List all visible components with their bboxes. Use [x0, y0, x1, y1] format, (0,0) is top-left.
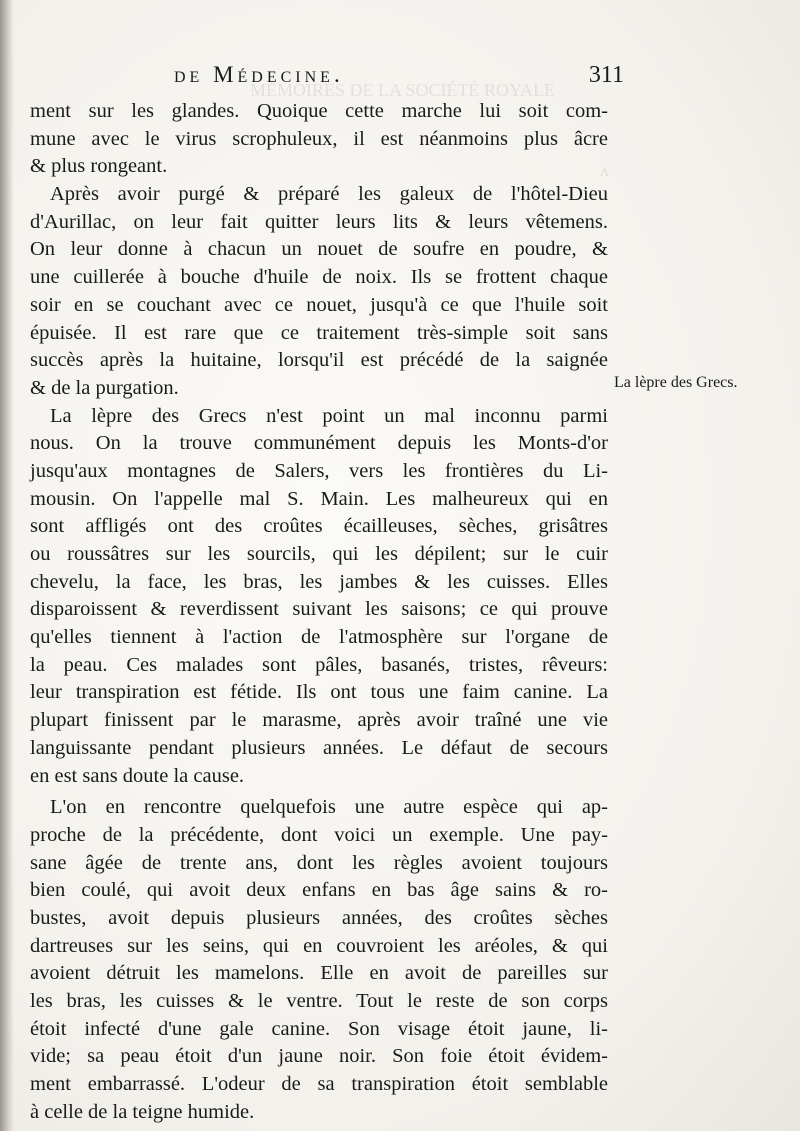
text-line: épuisée. Il est rare que ce traitement très-simple soit sans	[30, 321, 608, 344]
text-line: d'Aurillac, on leur fait quitter leurs lits & leurs vêtemens.	[30, 210, 608, 233]
text-line: avoient détruit les mamelons. Elle en avoit de pareilles sur	[30, 962, 608, 985]
show-through-text: MÉMOIRES DE LA SOCIÉTÉ ROYALE	[250, 80, 555, 100]
text-line: qu'elles tiennent à l'action de l'atmosphère sur l'organe de	[30, 626, 608, 649]
text-line: bien coulé, qui avoit deux enfans en bas âge sains & ro-	[30, 879, 608, 902]
text-line: proche de la précédente, dont voici un exemple. Une pay-	[30, 823, 608, 846]
text-line: Après avoir purgé & préparé les galeux de l'hôtel-Dieu	[50, 183, 608, 206]
text-line: plupart finissent par le marasme, après avoir traîné une vie	[30, 709, 608, 732]
text-line: mune avec le virus scrophuleux, il est néanmoins plus âcre	[30, 127, 608, 150]
running-title: de Médecine.	[174, 62, 344, 87]
text-line: vide; sa peau étoit d'un jaune noir. Son foie étoit évidem-	[30, 1045, 608, 1068]
text-line: L'on en rencontre quelquefois une autre espèce qui ap-	[50, 796, 608, 819]
text-line: nous. On la trouve communément depuis les Monts-d'or	[30, 432, 608, 455]
text-line: bustes, avoit depuis plusieurs années, des croûtes sèches	[30, 906, 608, 929]
text-line: On leur donne à chacun un nouet de soufre en poudre, &	[30, 238, 608, 261]
text-line: & de la purgation.	[30, 376, 179, 399]
text-line: une cuillerée à bouche d'huile de noix. Ils se frottent chaque	[30, 266, 608, 289]
running-header	[174, 62, 624, 96]
text-line: à celle de la teigne humide.	[30, 1100, 255, 1123]
page-number: 311	[588, 62, 624, 88]
text-line: dartreuses sur les seins, qui en couvroient les aréoles, & qui	[30, 934, 608, 957]
text-line: sane âgée de trente ans, dont les règles avoient toujours	[30, 851, 608, 874]
text-line: soir en se couchant avec ce nouet, jusqu'à ce que l'huile soit	[30, 293, 608, 316]
text-line: la peau. Ces malades sont pâles, basanés, tristes, rêveurs:	[30, 653, 608, 676]
margin-note: La lèpre des Grecs.	[614, 374, 738, 391]
text-line: ment sur les glandes. Quoique cette marche lui soit com-	[30, 100, 608, 122]
text-line: chevelu, la face, les bras, les jambes & les cuisses. Elles	[30, 570, 608, 593]
text-line: les bras, les cuisses & le ventre. Tout le reste de son corps	[30, 990, 608, 1012]
text-line: La lèpre des Grecs n'est point un mal inconnu parmi	[50, 404, 608, 427]
text-line: mousin. On l'appelle mal S. Main. Les malheureux qui en	[30, 487, 608, 510]
text-line: disparoissent & reverdissent suivant les saisons; ce qui prouve	[30, 598, 608, 621]
body-text	[30, 98, 608, 1126]
text-line: succès après la huitaine, lorsqu'il est précédé de la saignée	[30, 349, 608, 372]
text-line: ou roussâtres sur les sourcils, qui les dépilent; sur le cuir	[30, 543, 608, 565]
text-line: leur transpiration est fétide. Ils ont tous une faim canine. La	[30, 681, 608, 704]
text-line: en est sans doute la cause.	[30, 764, 245, 787]
text-line: languissante pendant plusieurs années. Le défaut de secours	[30, 736, 608, 759]
text-line: & plus rongeant.	[30, 155, 168, 178]
binding-shadow	[0, 0, 14, 1131]
text-line: jusqu'aux montagnes de Salers, vers les frontières du Li-	[30, 459, 608, 482]
text-line: étoit infecté d'une gale canine. Son visage étoit jaune, li-	[30, 1017, 608, 1040]
show-through-text: ʌ	[600, 160, 609, 180]
text-line: ment embarrassé. L'odeur de sa transpiration étoit semblable	[30, 1073, 608, 1096]
text-line: sont affligés ont des croûtes écailleuses, sèches, grisâtres	[30, 515, 608, 538]
